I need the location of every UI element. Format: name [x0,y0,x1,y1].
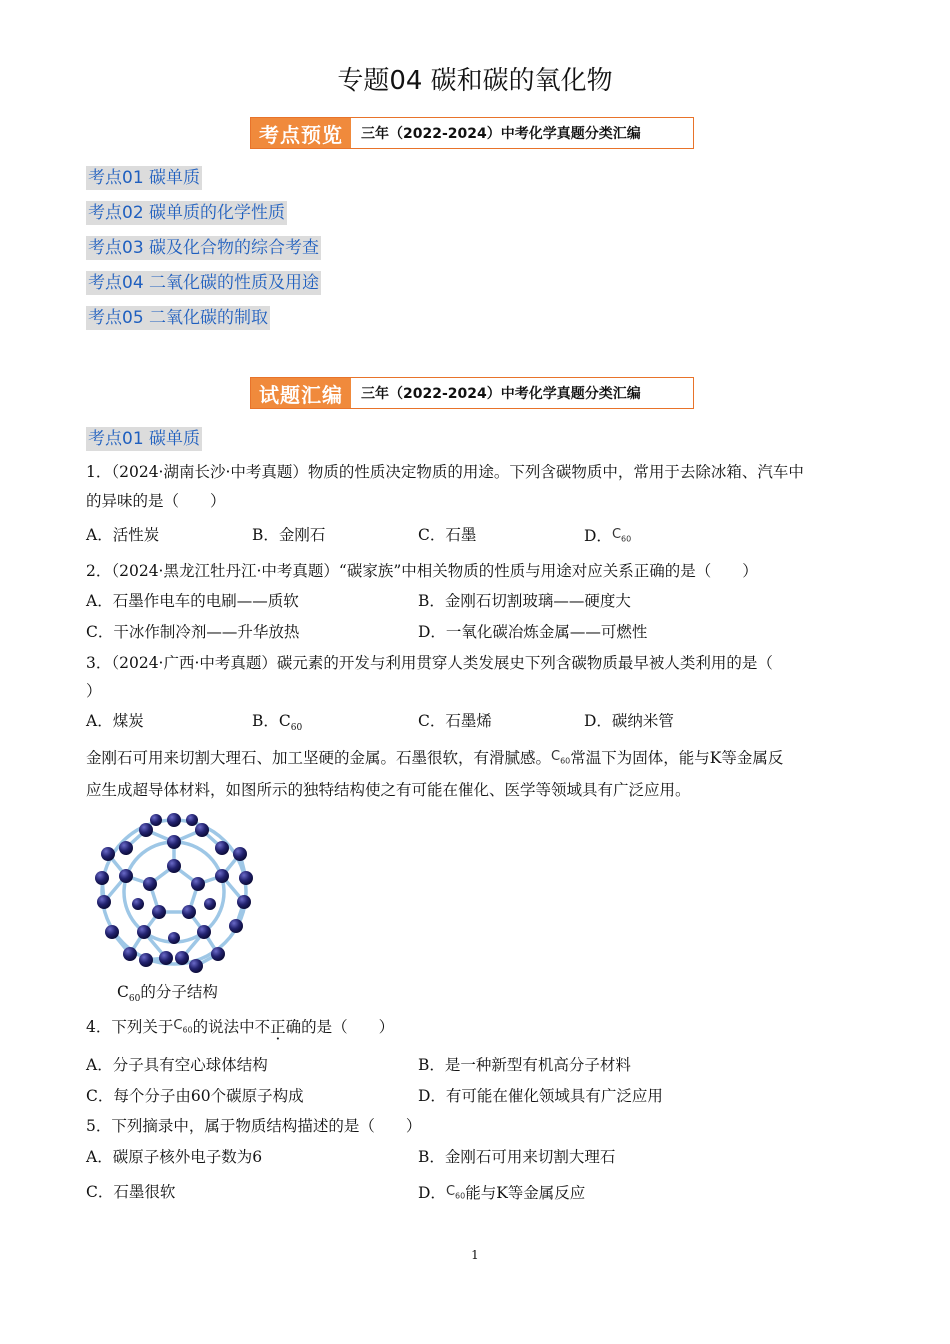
q5-option-d-prefix: D． [418,1184,446,1202]
q5-option-d-suffix: 能与K等金属反应 [465,1184,586,1202]
q5-option-c: C．石墨很软 [86,1183,176,1201]
q4-option-b: B．是一种新型有机高分子材料 [418,1056,631,1074]
q4-option-c: C．每个分子由60个碳原子构成 [86,1087,304,1105]
preview-banner-subtitle: 三年（2022-2024）中考化学真题分类汇编 [361,126,641,142]
q3-option-c: C．石墨烯 [418,712,492,730]
q4-stem-suffix: 的是（ ） [301,1018,395,1036]
q4-option-d: D．有可能在催化领域具有广泛应用 [418,1087,663,1105]
q4-option-a: A．分子具有空心球体结构 [86,1056,268,1074]
q4-stem-prefix: 4．下列关于 [86,1018,174,1036]
passage-line1 [86,746,783,773]
q4-emphasis: 不正确 [254,1018,302,1036]
q1-stem-line1: 1．（2024·湖南长沙·中考真题）物质的性质决定物质的用途。下列含碳物质中，常用于去除冰箱、汽车中 [86,463,804,481]
q2-option-b: B．金刚石切割玻璃——硬度大 [418,592,631,610]
q3-stem-line2: ） [86,682,102,700]
c60-formula: $C_{60}$ [611,527,632,544]
toc-item-4[interactable]: 考点04 二氧化碳的性质及用途 [88,273,320,293]
q1-option-d [584,524,631,551]
figure-caption-text: 的分子结构 [140,983,218,1001]
toc-item-1[interactable]: 考点01 碳单质 [88,168,201,188]
exercises-banner-subtitle: 三年（2022-2024）中考化学真题分类汇编 [361,386,641,402]
c60-formula: $C_{60}$ [117,983,141,1005]
q1-option-d-prefix: D． [584,527,612,545]
c60-formula: $C_{60}$ [445,1184,466,1201]
q2-stem-line1: 2．（2024·黑龙江牡丹江·中考真题）“碳家族”中相关物质的性质与用途对应关系正确的是（ ） [86,562,758,580]
exercises-banner [250,377,694,409]
passage-line2: 应生成超导体材料，如图所示的独特结构使之有可能在催化、医学等领域具有广泛应用。 [86,781,691,799]
passage-line1-b: 常温下为固体，能与K等金属反 [570,749,784,767]
q3-stem-line1: 3．（2024·广西·中考真题）碳元素的开发与利用贯穿人类发展史下列含碳物质最早被人类利用的是（ [86,654,773,672]
q5-option-d [418,1181,585,1208]
section-heading: 考点01 碳单质 [88,429,201,449]
c60-formula: $C_{60}$ [278,712,303,734]
q4-stem-mid: 的说法中 [192,1018,255,1036]
q1-stem-line2: 的异味的是（ ） [86,492,226,510]
q3-option-b-prefix: B． [252,712,279,730]
toc-item-2[interactable]: 考点02 碳单质的化学性质 [88,203,286,223]
page-title: 专题04 碳和碳的氧化物 [337,66,613,96]
q3-option-b [252,710,302,739]
q3-option-a: A．煤炭 [86,712,144,730]
preview-banner-tag: 考点预览 [251,118,351,148]
q3-option-d: D．碳纳米管 [584,712,674,730]
q2-option-d: D．一氧化碳冶炼金属——可燃性 [418,623,648,641]
q5-stem-line1: 5．下列摘录中，属于物质结构描述的是（ ） [86,1117,422,1135]
q1-option-b: B．金刚石 [252,526,326,544]
q5-option-a: A．碳原子核外电子数为6 [86,1148,263,1166]
toc-item-3[interactable]: 考点03 碳及化合物的综合考查 [88,238,320,258]
c60-molecule-image [86,808,262,974]
q1-option-c: C．石墨 [418,526,477,544]
q5-option-b: B．金刚石可用来切割大理石 [418,1148,616,1166]
q4-stem [86,1015,394,1042]
figure-caption [117,980,218,1004]
q1-option-a: A．活性炭 [86,526,160,544]
q2-option-c: C．干冰作制冷剂——升华放热 [86,623,300,641]
c60-formula: $C_{60}$ [551,749,571,766]
exercises-banner-tag: 试题汇编 [251,378,351,408]
c60-formula: $C_{60}$ [173,1018,193,1035]
passage-line1-a: 金刚石可用来切割大理石、加工坚硬的金属。石墨很软，有滑腻感。 [86,749,552,767]
q2-option-a: A．石墨作电车的电刷——质软 [86,592,299,610]
page-number: 1 [471,1248,479,1262]
toc-item-5[interactable]: 考点05 二氧化碳的制取 [88,308,269,328]
preview-banner [250,117,694,149]
